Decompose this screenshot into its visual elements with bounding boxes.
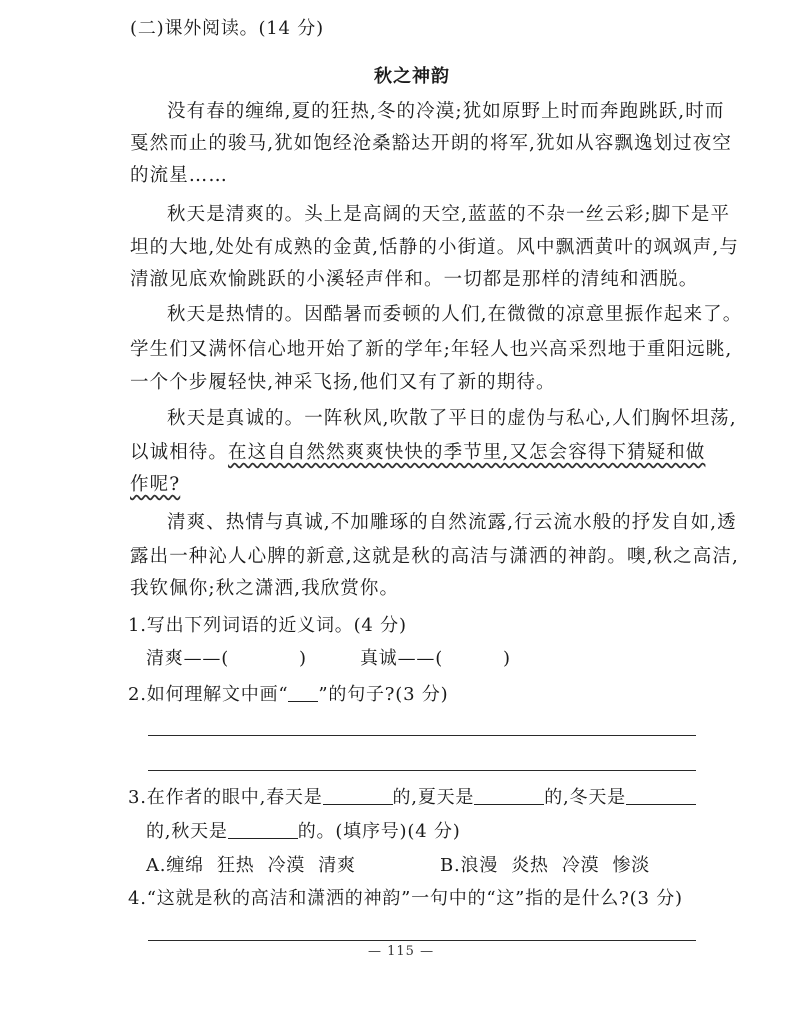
marked-sentence-part-1: 在这自自然然爽爽快快的季节里,又怎会容得下猜疑和做: [228, 442, 706, 463]
question-1: 1.写出下列词语的近义词。(4 分): [128, 615, 407, 636]
q1-item-2: 真诚——( ): [360, 648, 511, 669]
question-2: 2.如何理解文中画“ ”的句子?(3 分): [128, 684, 449, 705]
section-header: (二)课外阅读。(14 分): [130, 18, 324, 39]
q4-answer-line[interactable]: [148, 940, 696, 941]
q3-option-b: B.浪漫 炎热 冷漠 惨淡: [440, 855, 651, 876]
page-number: — 115 —: [368, 944, 435, 959]
p1-line-3: 的流星……: [130, 165, 229, 186]
p2-line-1: 秋天是清爽的。头上是高阔的天空,蓝蓝的不杂一丝云彩;脚下是平: [167, 204, 731, 225]
q1-item-1: 清爽——( ): [146, 648, 307, 669]
p1-line-2: 戛然而止的骏马,犹如饱经沧桑豁达开朗的将军,犹如从容飘逸划过夜空: [130, 133, 732, 154]
p4-plain-text: 以诚相待。: [130, 442, 229, 463]
p3-line-1: 秋天是热情的。因酷暑而委顿的人们,在微微的凉意里振作起来了。: [167, 304, 743, 325]
q2-answer-line-1[interactable]: [148, 735, 696, 736]
p5-line-1: 清爽、热情与真诚,不加雕琢的自然流露,行云流水般的抒发自如,透: [167, 512, 737, 533]
p4-line-2: [130, 437, 705, 468]
question-3-line-1: 3.在作者的眼中,春天是 的,夏天是 的,冬天是: [128, 783, 696, 813]
q3-option-a: A.缠绵 狂热 冷漠 清爽: [146, 855, 356, 876]
marked-sentence-part-2: 作呢?: [130, 474, 181, 495]
p1-line-1: 没有春的缠绵,夏的狂热,冬的冷漠;犹如原野上时而奔跑跳跃,时而: [167, 101, 725, 122]
passage-title: 秋之神韵: [374, 66, 450, 87]
p4-line-1: 秋天是真诚的。一阵秋风,吹散了平日的虚伪与私心,人们胸怀坦荡,: [167, 408, 737, 429]
question-3-line-2: 的,秋天是 的。(填序号)(4 分): [146, 821, 461, 842]
q3-blank-winter[interactable]: [626, 786, 696, 805]
q2-mark-blank: [288, 685, 318, 702]
q3-blank-summer[interactable]: [474, 786, 544, 805]
p3-line-3: 一个个步履轻快,神采飞扬,他们又有了新的期待。: [130, 372, 556, 393]
p3-line-2: 学生们又满怀信心地开始了新的学年;年轻人也兴高采烈地于重阳远眺,: [130, 339, 733, 360]
q3-blank-spring[interactable]: [323, 786, 393, 805]
p4-line-3: [130, 469, 180, 500]
q1-item-2-word: 真诚——(: [360, 648, 444, 669]
p5-line-2: 露出一种沁人心脾的新意,这就是秋的高洁与潇洒的神韵。噢,秋之高洁,: [130, 546, 739, 567]
p2-line-2: 坦的大地,处处有成熟的金黄,恬静的小街道。风中飘洒黄叶的飒飒声,与: [130, 237, 739, 258]
q2-answer-line-2[interactable]: [148, 770, 696, 771]
q3-blank-autumn[interactable]: [228, 820, 298, 839]
p5-line-3: 我钦佩你;秋之潇洒,我欣赏你。: [130, 578, 400, 599]
question-4: 4.“这就是秋的高洁和潇洒的神韵”一句中的“这”指的是什么?(3 分): [128, 888, 683, 909]
q1-item-1-word: 清爽——(: [146, 648, 230, 669]
p2-line-3: 清澈见底欢愉跳跃的小溪轻声伴和。一切都是那样的清纯和洒脱。: [130, 269, 699, 290]
